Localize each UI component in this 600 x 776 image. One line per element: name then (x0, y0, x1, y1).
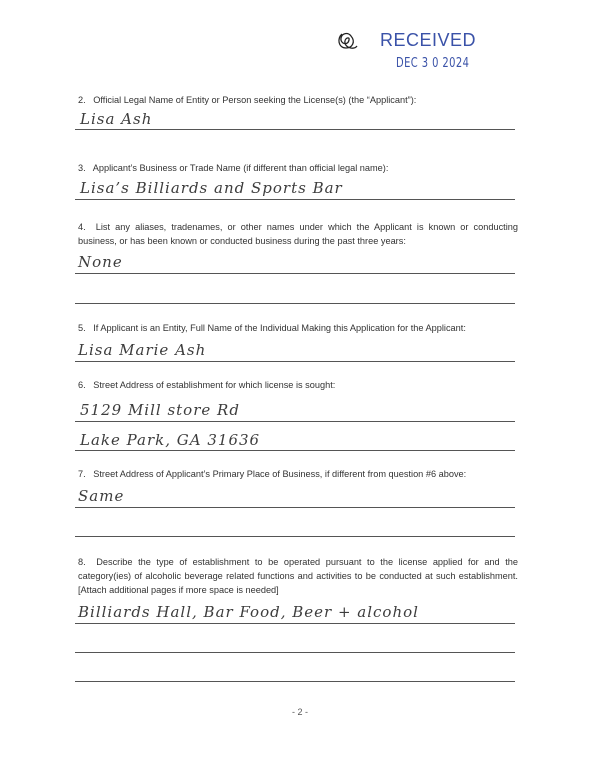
question-number: 7. (78, 469, 86, 479)
answer-line (75, 273, 515, 274)
question-6 (78, 378, 518, 392)
answer-line (75, 450, 515, 451)
question-label: List any aliases, tradenames, or other names under which the Applicant is known or conducting business, or has been known or conducted business during the past three years: (78, 222, 518, 246)
question-label: Official Legal Name of Entity or Person seeking the License(s) (the “Applicant”): (93, 95, 417, 105)
question-label: If Applicant is an Entity, Full Name of the Individual Making this Application for the Applicant: (93, 323, 466, 333)
question-number: 5. (78, 323, 86, 333)
answer-line (75, 507, 515, 508)
answer-city-state-zip[interactable]: Lake Park, GA 31636 (80, 431, 261, 449)
received-label: RECEIVED (380, 30, 477, 50)
question-3 (78, 161, 518, 175)
answer-trade-name[interactable]: Lisa’s Billiards and Sports Bar (80, 179, 343, 197)
answer-street-address[interactable]: 5129 Mill store Rd (80, 401, 240, 419)
question-label: Street Address of Applicant’s Primary Place of Business, if different from question #6 above: (93, 469, 467, 479)
answer-individual-name[interactable]: Lisa Marie Ash (78, 341, 207, 359)
initials-signature-icon (336, 30, 358, 52)
answer-line (75, 303, 515, 304)
question-number: 6. (78, 380, 86, 390)
answer-line (75, 536, 515, 537)
question-label: Street Address of establishment for which license is sought: (93, 380, 336, 390)
answer-line (75, 421, 515, 422)
question-label: Describe the type of establishment to be operated pursuant to the license applied for and the category(ies) of alcoholic beverage related functions and activities to be conducted at such establishment. [Attach additional pages if more space is needed] (78, 557, 518, 595)
question-7 (78, 467, 518, 481)
answer-line (75, 199, 515, 200)
answer-line (75, 361, 515, 362)
answer-establishment-description[interactable]: Billiards Hall, Bar Food, Beer + alcohol (78, 603, 419, 621)
question-number: 2. (78, 95, 86, 105)
answer-line (75, 652, 515, 653)
question-8 (78, 555, 518, 597)
answer-line (75, 129, 515, 130)
question-2 (78, 93, 518, 107)
question-number: 4. (78, 222, 86, 232)
received-stamp (336, 28, 506, 78)
page-number: - 2 - (291, 707, 308, 717)
answer-line (75, 681, 515, 682)
question-5 (78, 321, 518, 335)
answer-legal-name[interactable]: Lisa Ash (80, 110, 153, 128)
answer-aliases[interactable]: None (78, 253, 123, 271)
question-number: 8. (78, 557, 86, 567)
question-number: 3. (78, 163, 86, 173)
answer-line (75, 623, 515, 624)
answer-primary-business-address[interactable]: Same (78, 487, 125, 505)
question-4 (78, 220, 518, 248)
question-label: Applicant’s Business or Trade Name (if different than official legal name): (92, 163, 389, 173)
received-date: DEC 3 0 2024 (396, 56, 470, 71)
